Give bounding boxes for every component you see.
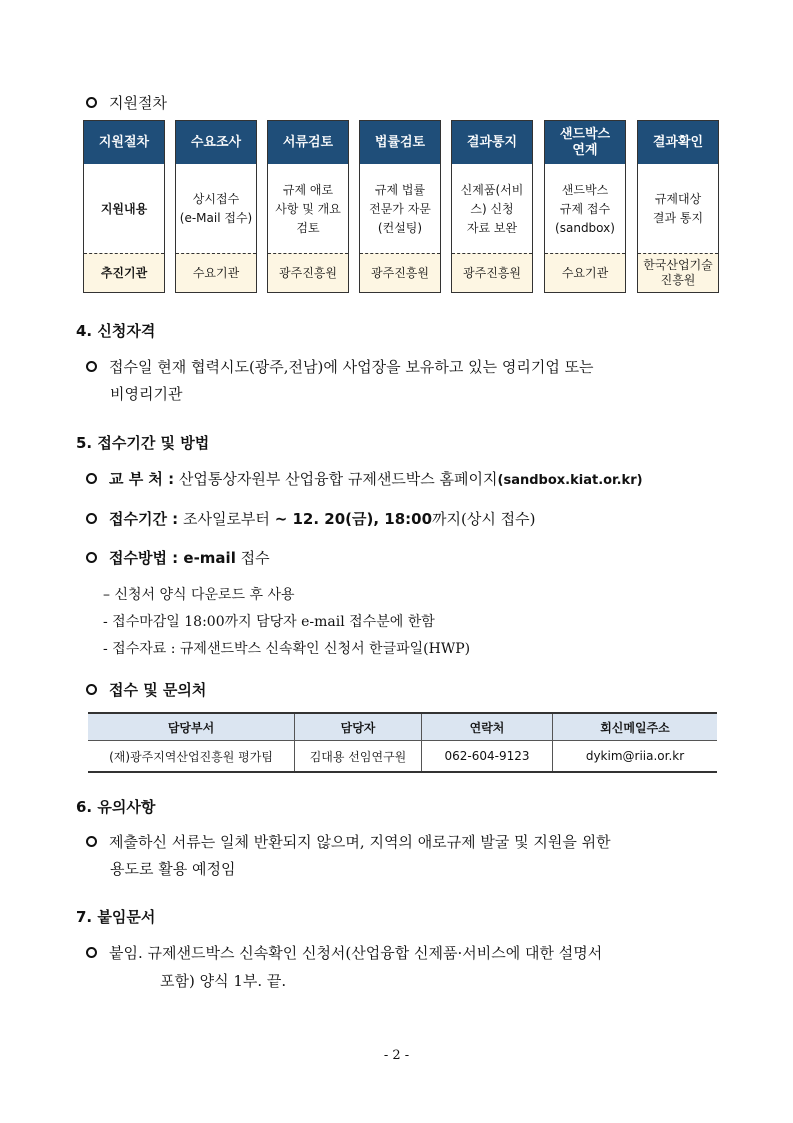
section-4-heading: 4. 신청자격 [76, 322, 156, 340]
procedure-header: 법률검토 [360, 121, 440, 164]
section-6-body-cont: 용도로 활용 예정임 [110, 860, 236, 878]
section-7-body: 붙임. 규제샌드박스 신속확인 신청서(산업융합 신제품·서비스에 대한 설명서 [86, 940, 726, 966]
period-line: 접수기간 : 조사일로부터 ~ 12. 20(금), 18:00까지(상시 접수) [86, 506, 535, 532]
table-header-row [88, 713, 717, 741]
contact-table [88, 712, 717, 773]
method-item: - 접수마감일 18:00까지 담당자 e-mail 접수분에 한함 [103, 614, 435, 630]
page-number: - 2 - [383, 1048, 410, 1063]
table-header-cell: 담당부서 [88, 713, 295, 741]
procedure-header: 결과확인 [638, 121, 718, 164]
procedure-column [359, 120, 441, 293]
table-header-cell: 담당자 [295, 713, 422, 741]
procedure-agency: 광주진흥원 [452, 253, 532, 292]
table-header-cell: 연락처 [422, 713, 553, 741]
circle-bullet-icon [86, 684, 97, 695]
circle-bullet-icon [86, 552, 97, 563]
method-line: 접수방법 : e-mail 접수 [86, 545, 270, 571]
procedure-content: 샌드박스 규제 접수 (sandbox) [555, 182, 615, 235]
procedure-column [637, 120, 719, 293]
section-5-heading: 5. 접수기간 및 방법 [76, 434, 210, 452]
procedure-agency: 추진기관 [84, 253, 164, 292]
table-cell: 김대용 선임연구원 [295, 741, 422, 773]
circle-bullet-icon [86, 836, 97, 847]
procedure-column [83, 120, 165, 293]
procedure-content: 규제 애로 사항 및 개요 검토 [275, 182, 341, 235]
procedure-header: 수요조사 [176, 121, 256, 164]
procedure-content: 규제 법률 전문가 자문 (컨설팅) [369, 182, 431, 235]
table-header-cell: 회신메일주소 [553, 713, 718, 741]
procedure-content: 상시접수 (e-Mail 접수) [179, 192, 253, 225]
circle-bullet-icon [86, 473, 97, 484]
procedure-agency: 수요기관 [176, 253, 256, 292]
procedure-column [175, 120, 257, 293]
circle-bullet-icon [86, 513, 97, 524]
procedure-agency: 광주진흥원 [268, 253, 348, 292]
procedure-agency: 한국산업기술 진흥원 [638, 253, 718, 292]
procedure-header: 지원절차 [84, 121, 164, 164]
procedure-content: 지원내용 [100, 201, 148, 216]
section-7-body-cont: 포함) 양식 1부. 끝. [160, 972, 287, 990]
procedure-header: 샌드박스 연계 [545, 121, 625, 164]
table-cell: 062-604-9123 [422, 741, 553, 773]
contact-heading: 접수 및 문의처 [86, 677, 206, 703]
procedure-column [544, 120, 626, 293]
procedure-header: 서류검토 [268, 121, 348, 164]
procedure-column [267, 120, 349, 293]
method-item: – 신청서 양식 다운로드 후 사용 [103, 587, 295, 603]
email-link[interactable]: dykim@riia.or.kr [553, 741, 718, 773]
procedure-content: 규제대상 결과 통지 [652, 192, 704, 225]
table-row [88, 741, 717, 773]
procedure-content: 신제품(서비 스) 신청 자료 보완 [460, 182, 524, 235]
support-procedure-title: 지원절차 [86, 90, 167, 116]
section-6-body: 제출하신 서류는 일체 반환되지 않으며, 지역의 애로규제 발굴 및 지원을 위한 [86, 829, 726, 855]
procedure-column [451, 120, 533, 293]
section-7-heading: 7. 붙임문서 [76, 908, 156, 926]
issuer-line: 교 부 처 : 산업통상자원부 산업융합 규제샌드박스 홈페이지(sandbox.kiat.or.kr) [86, 466, 643, 494]
table-cell: (재)광주지역산업진흥원 평가팀 [88, 741, 295, 773]
section-4-body: 접수일 현재 협력시도(광주,전남)에 사업장을 보유하고 있는 영리기업 또는 [86, 354, 726, 380]
circle-bullet-icon [86, 947, 97, 958]
circle-bullet-icon [86, 361, 97, 372]
method-item: - 접수자료 : 규제샌드박스 신속확인 신청서 한글파일(HWP) [103, 641, 471, 657]
circle-bullet-icon [86, 97, 97, 108]
section-6-heading: 6. 유의사항 [76, 798, 156, 816]
section-4-body-cont: 비영리기관 [110, 385, 183, 403]
procedure-agency: 수요기관 [545, 253, 625, 292]
support-procedure-flow [83, 120, 720, 293]
procedure-agency: 광주진흥원 [360, 253, 440, 292]
procedure-header: 결과통지 [452, 121, 532, 164]
